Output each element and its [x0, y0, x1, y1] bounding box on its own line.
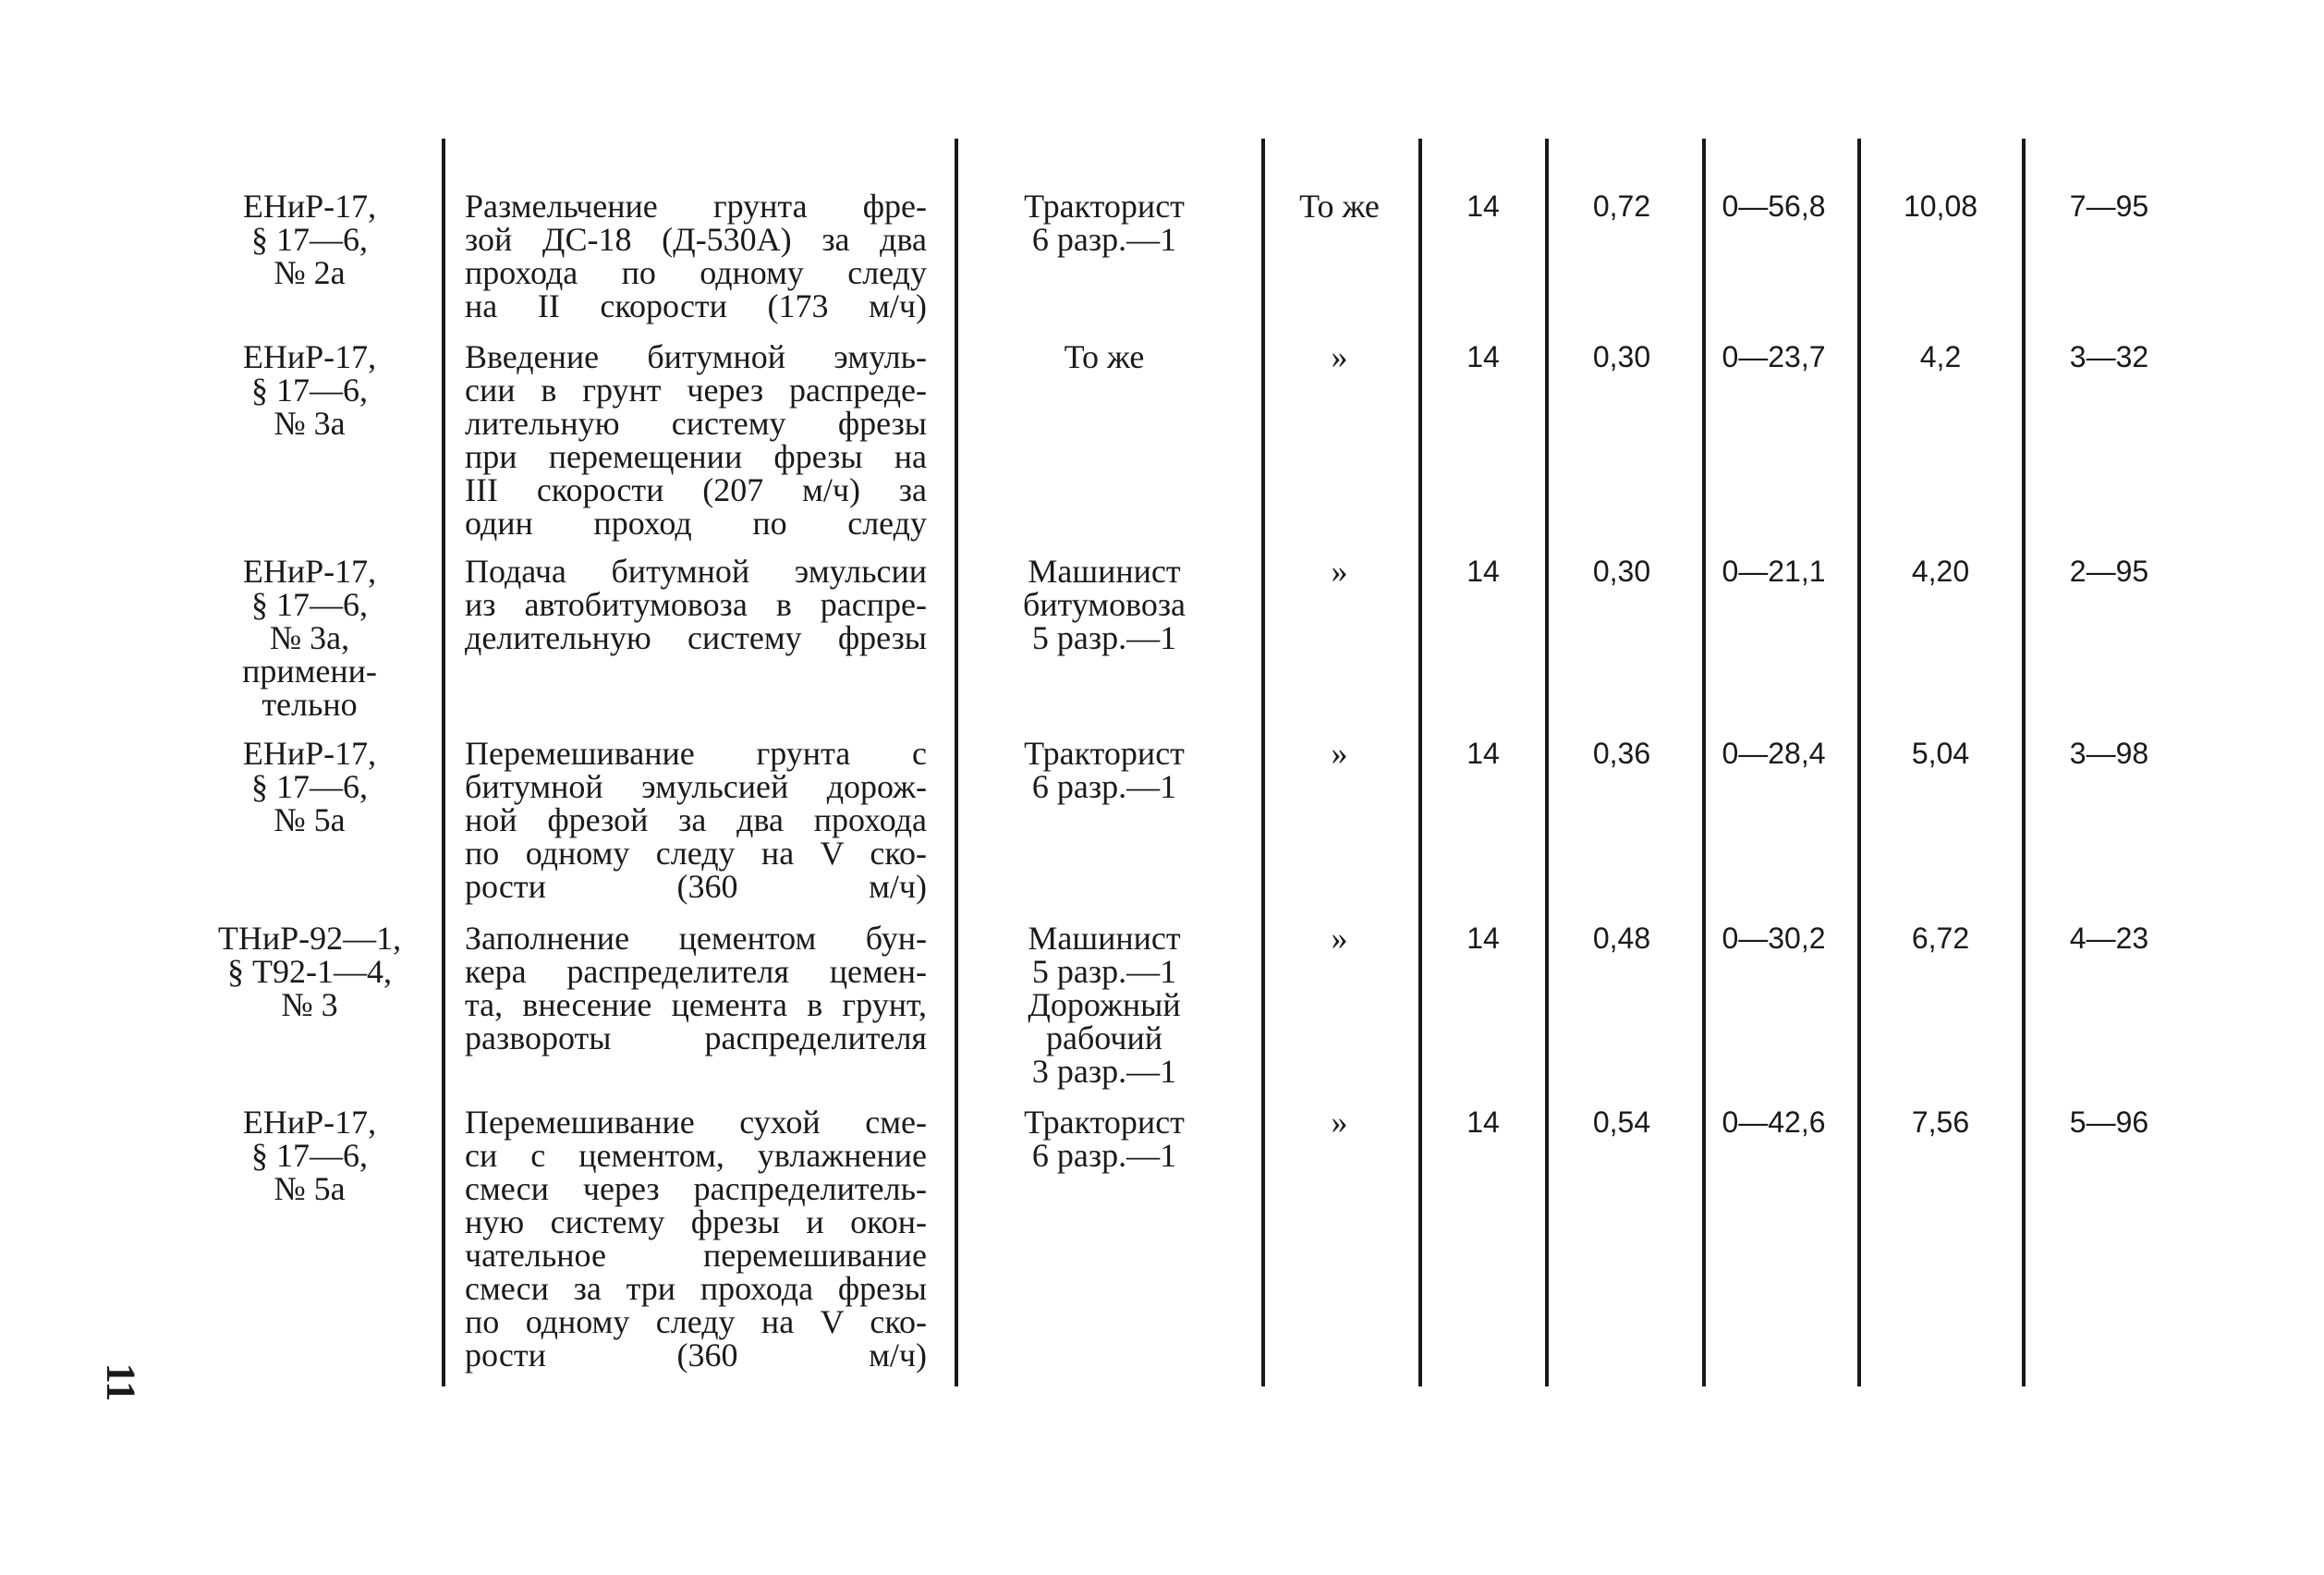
work-description-line: сии в грунт через распреде-: [465, 372, 927, 409]
column-rule: [1261, 139, 1265, 1386]
rate: 0—56,8: [1722, 189, 1826, 223]
time-norm: 0,36: [1592, 737, 1651, 770]
worker-profession-line: 6 разр.—1: [1031, 1137, 1177, 1174]
norm-reference-line: тельно: [262, 686, 358, 723]
labor-cost: 7,56: [1911, 1105, 1970, 1139]
norm-reference: [199, 922, 420, 1021]
work-description-line: Введение битумной эмуль-: [465, 338, 927, 375]
norm-reference-line: ТНиР-92—1,: [217, 920, 402, 957]
conditions: »: [1331, 735, 1348, 772]
norm-reference-line: ЕНиР-17,: [242, 188, 377, 225]
work-description-line: на II скорости (173 м/ч): [465, 287, 927, 324]
norm-reference-line: № 3: [281, 986, 338, 1023]
norm-reference: [199, 737, 420, 836]
labor-cost: 4,2: [1919, 340, 1962, 373]
rate: 0—23,7: [1722, 340, 1826, 373]
work-description-line: Перемешивание грунта с: [465, 735, 927, 772]
quantity: 14: [1466, 340, 1500, 373]
norm-reference-line: ЕНиР-17,: [242, 1104, 377, 1141]
labor-cost: 5,04: [1911, 737, 1970, 770]
time-norm: 0,54: [1592, 1105, 1651, 1139]
worker-profession-line: Дорожный: [1028, 986, 1181, 1023]
quantity: 14: [1466, 922, 1500, 955]
norm-reference-line: § Т92-1—4,: [227, 953, 392, 990]
norm-reference-line: примени-: [242, 653, 377, 690]
total-cost: 7—95: [2069, 189, 2149, 223]
norm-reference-line: № 5а: [274, 801, 346, 838]
worker-profession-line: 5 разр.—1: [1031, 619, 1177, 656]
norm-reference-line: § 17—6,: [251, 372, 368, 409]
worker-profession-line: 5 разр.—1: [1031, 953, 1177, 990]
norm-reference-line: § 17—6,: [251, 1137, 368, 1174]
labor-cost: 10,08: [1903, 189, 1978, 223]
total-cost: 4—23: [2069, 922, 2149, 955]
worker-profession-line: Тракторист: [1024, 1104, 1185, 1141]
worker-profession-line: рабочий: [1046, 1019, 1162, 1056]
norm-reference: [199, 1105, 420, 1205]
total-cost: 3—32: [2069, 340, 2149, 373]
work-description-line: прохода по одному следу: [465, 254, 927, 291]
column-rule: [442, 139, 445, 1386]
column-rule: [1418, 139, 1422, 1386]
total-cost: 5—96: [2069, 1105, 2149, 1139]
work-description-line: лительную систему фрезы: [465, 405, 927, 442]
work-description-line: смеси за три прохода фрезы: [465, 1270, 927, 1307]
work-description-line: Перемешивание сухой сме-: [465, 1104, 927, 1141]
time-norm: 0,30: [1592, 340, 1651, 373]
work-description: [465, 922, 927, 1055]
norm-reference-line: ЕНиР-17,: [242, 338, 377, 375]
column-rule: [955, 139, 958, 1386]
norm-reference-line: № 2а: [274, 254, 346, 291]
worker-profession-line: Машинист: [1028, 553, 1181, 590]
norm-reference: [199, 189, 420, 289]
rate: 0—21,1: [1722, 555, 1826, 588]
work-description-line: по одному следу на V ско-: [465, 1303, 927, 1340]
work-description-line: рости (360 м/ч): [465, 1337, 927, 1374]
norm-reference-line: № 3а,: [269, 619, 350, 656]
page-number: 11: [98, 1362, 144, 1402]
norm-reference-line: § 17—6,: [251, 768, 368, 805]
time-norm: 0,48: [1592, 922, 1651, 955]
column-rule: [1545, 139, 1549, 1386]
time-norm: 0,72: [1592, 189, 1651, 223]
rate: 0—30,2: [1722, 922, 1826, 955]
worker-profession-line: Тракторист: [1024, 188, 1185, 225]
rate: 0—42,6: [1722, 1105, 1826, 1139]
conditions: »: [1331, 553, 1348, 590]
work-description-line: кера распределителя цемен-: [465, 953, 927, 990]
work-description-line: та, внесение цемента в грунт,: [465, 986, 927, 1023]
labor-cost: 4,20: [1911, 555, 1970, 588]
conditions: То же: [1299, 188, 1380, 225]
norm-reference-line: § 17—6,: [251, 221, 368, 258]
work-description-line: зой ДС-18 (Д-530А) за два: [465, 221, 927, 258]
work-description-line: Подача битумной эмульсии: [465, 553, 927, 590]
quantity: 14: [1466, 555, 1500, 588]
work-description-line: ной фрезой за два прохода: [465, 801, 927, 838]
worker-profession: [979, 737, 1229, 803]
work-description: [465, 555, 927, 654]
work-description-line: по одному следу на V ско-: [465, 835, 927, 872]
work-description-line: при перемещении фрезы на: [465, 438, 927, 475]
conditions: »: [1331, 338, 1348, 375]
norm-reference-line: № 3а: [274, 405, 346, 442]
norm-reference: [199, 555, 420, 721]
work-description-line: си с цементом, увлажнение: [465, 1137, 927, 1174]
conditions: »: [1331, 920, 1348, 957]
worker-profession: [979, 555, 1229, 654]
work-description-line: III скорости (207 м/ч) за: [465, 471, 927, 508]
norm-reference-line: ЕНиР-17,: [242, 553, 377, 590]
worker-profession: [979, 189, 1229, 256]
total-cost: 2—95: [2069, 555, 2149, 588]
conditions: »: [1331, 1104, 1348, 1141]
work-description-line: Размельчение грунта фре-: [465, 188, 927, 225]
worker-profession-line: Машинист: [1028, 920, 1181, 957]
work-description-line: делительную систему фрезы: [465, 619, 927, 656]
quantity: 14: [1466, 737, 1500, 770]
total-cost: 3—98: [2069, 737, 2149, 770]
work-description-line: чательное перемешивание: [465, 1237, 927, 1274]
rate: 0—28,4: [1722, 737, 1826, 770]
work-description-line: Заполнение цементом бун-: [465, 920, 927, 957]
work-description-line: один проход по следу: [465, 505, 927, 542]
work-description-line: ную систему фрезы и окон-: [465, 1203, 927, 1240]
norm-reference-line: № 5а: [274, 1170, 346, 1207]
work-description-line: из автобитумовоза в распре-: [465, 586, 927, 623]
norm-reference-line: ЕНиР-17,: [242, 735, 377, 772]
worker-profession: [979, 1105, 1229, 1172]
work-description: [465, 737, 927, 903]
work-description: [465, 340, 927, 540]
labor-cost: 6,72: [1911, 922, 1970, 955]
norm-reference: [199, 340, 420, 440]
work-description-line: смеси через распределитель-: [465, 1170, 927, 1207]
work-description-line: развороты распределителя: [465, 1019, 927, 1056]
worker-profession-line: То же: [1064, 338, 1145, 375]
quantity: 14: [1466, 189, 1500, 223]
work-description: [465, 1105, 927, 1372]
quantity: 14: [1466, 1105, 1500, 1139]
worker-profession-line: Тракторист: [1024, 735, 1185, 772]
norm-reference-line: § 17—6,: [251, 586, 368, 623]
worker-profession: [979, 922, 1229, 1088]
work-description: [465, 189, 927, 323]
worker-profession: [979, 340, 1229, 373]
worker-profession-line: 6 разр.—1: [1031, 221, 1177, 258]
worker-profession-line: битумовоза: [1022, 586, 1186, 623]
worker-profession-line: 6 разр.—1: [1031, 768, 1177, 805]
worker-profession-line: 3 разр.—1: [1031, 1053, 1177, 1090]
work-description-line: рости (360 м/ч): [465, 868, 927, 905]
time-norm: 0,30: [1592, 555, 1651, 588]
work-description-line: битумной эмульсией дорож-: [465, 768, 927, 805]
